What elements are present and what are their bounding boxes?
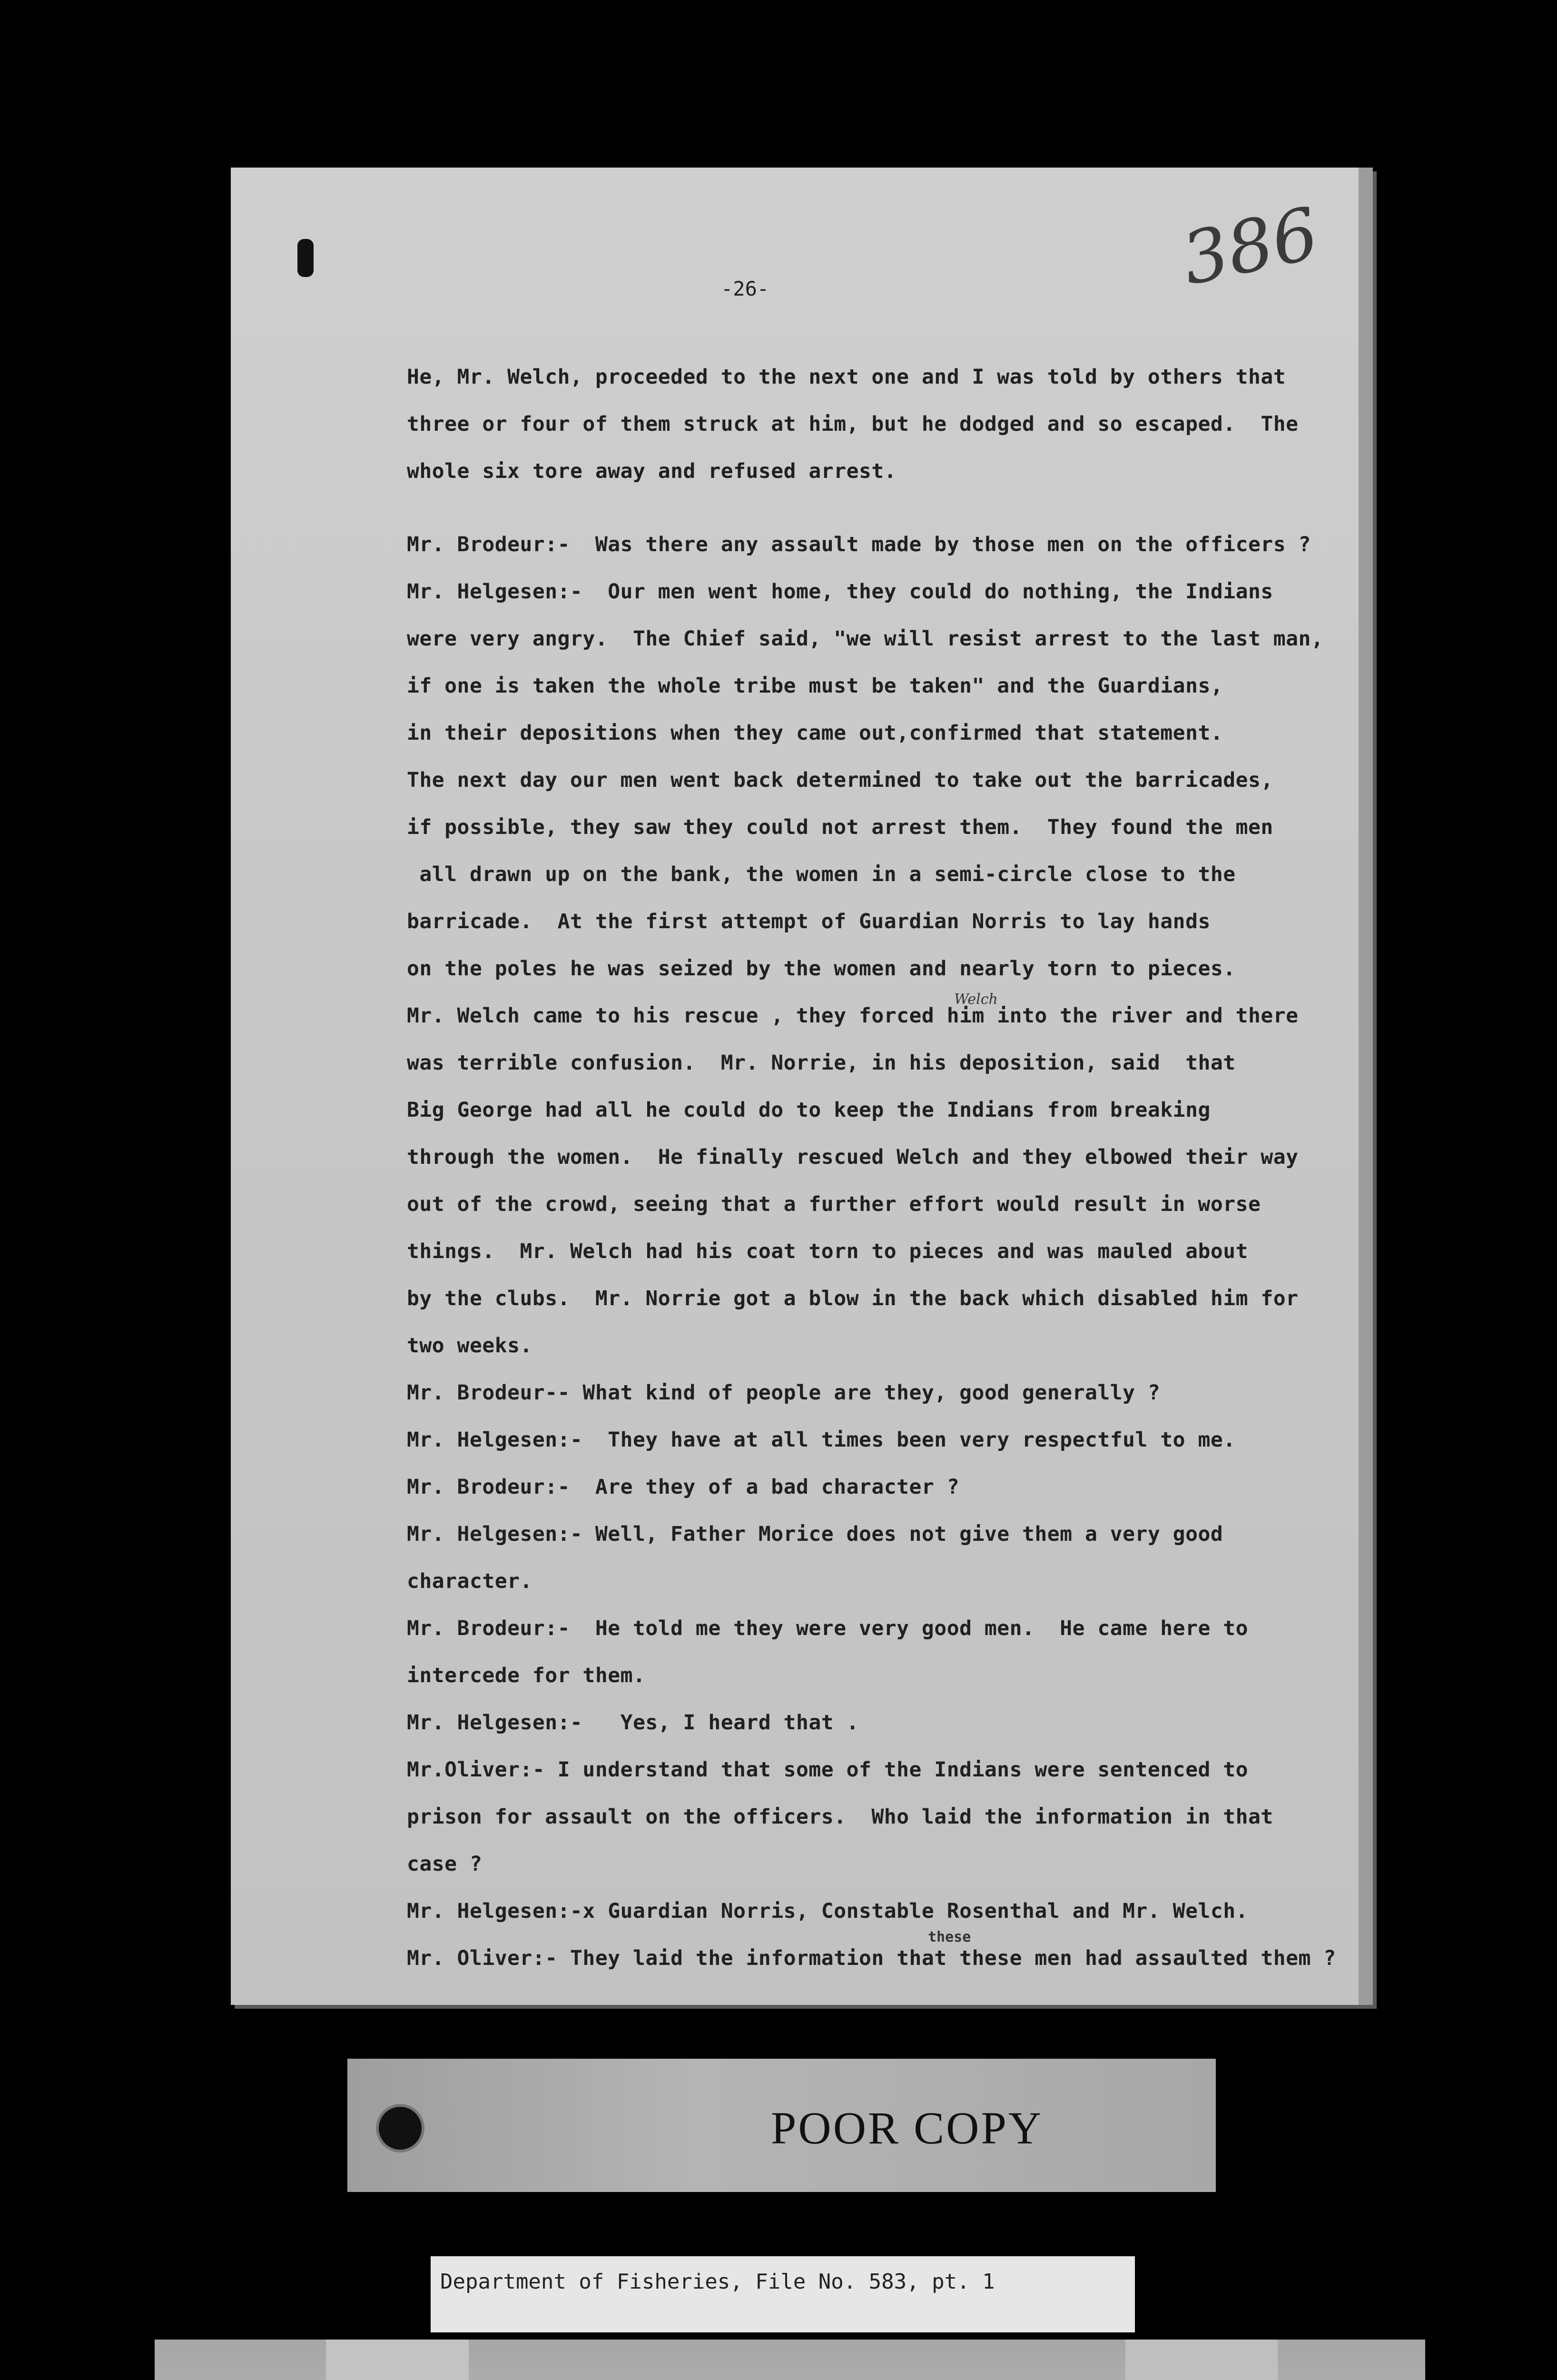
text-line: out of the crowd, seeing that a further effort would result in worse (407, 1192, 1261, 1216)
file-reference-slip (431, 2256, 1135, 2332)
text-line: intercede for them. (407, 1664, 646, 1687)
file-reference: Department of Fisheries, File No. 583, pt. 1 (440, 2270, 995, 2294)
text-line: if possible, they saw they could not arrest them. They found the men (407, 815, 1273, 839)
text-line: things. Mr. Welch had his coat torn to pieces and was mauled about (407, 1240, 1249, 1263)
text-line: Mr. Helgesen:- Our men went home, they could do nothing, the Indians (407, 580, 1273, 604)
text-line: were very angry. The Chief said, "we will resist arrest to the last man, (407, 627, 1324, 651)
document-page (231, 168, 1373, 2005)
punch-hole (297, 239, 314, 277)
handwritten-insert: Welch (954, 991, 998, 1008)
text-line: Mr. Oliver:- They laid the information that these men had assaulted them ? (407, 1946, 1336, 1970)
text-line: whole six tore away and refused arrest. (407, 459, 897, 483)
paragraph-gap (407, 506, 1335, 533)
text-line: barricade. At the first attempt of Guardian Norris to lay hands (407, 910, 1211, 933)
text-line: on the poles he was seized by the women and nearly torn to pieces. (407, 957, 1236, 981)
text-line: Mr. Brodeur:- He told me they were very good men. He came here to (407, 1616, 1249, 1640)
archives-stamp (155, 2340, 1425, 2380)
punch-hole (376, 2104, 424, 2152)
text-line: in their depositions when they came out,confirmed that statement. (407, 721, 1223, 745)
text-line: Mr. Helgesen:- They have at all times been very respectful to me. (407, 1428, 1236, 1452)
text-line: Mr. Brodeur:- Was there any assault made by those men on the officers ? (407, 533, 1311, 556)
text-line: character. (407, 1569, 532, 1593)
text-line: Mr. Brodeur:- Are they of a bad character ? (407, 1475, 960, 1499)
text-line: through the women. He finally rescued Welch and they elbowed their way (407, 1145, 1299, 1169)
text-line: Mr. Helgesen:-x Guardian Norris, Constable Rosenthal and Mr. Welch. (407, 1899, 1249, 1923)
text-line: Big George had all he could do to keep the Indians from breaking (407, 1098, 1211, 1122)
tape-strip (1125, 2340, 1278, 2380)
text-line: Mr.Oliver:- I understand that some of the Indians were sentenced to (407, 1758, 1249, 1782)
text-line: Mr. Helgesen:- Well, Father Morice does not give them a very good (407, 1522, 1223, 1546)
text-line: case ? (407, 1852, 483, 1876)
page-number: -26- (721, 277, 769, 300)
text-line: all drawn up on the bank, the women in a semi-circle close to the (407, 863, 1236, 886)
text-line: by the clubs. Mr. Norrie got a blow in the back which disabled him for (407, 1287, 1299, 1310)
poor-copy-slip (347, 2059, 1216, 2192)
tape-strip (326, 2340, 469, 2380)
text-line: Mr. Brodeur-- What kind of people are they, good generally ? (407, 1381, 1161, 1405)
text-line: Mr. Helgesen:- Yes, I heard that . (407, 1711, 859, 1735)
text-line: if one is taken the whole tribe must be taken" and the Guardians, (407, 674, 1223, 698)
text-line: Mr. Welch came to his rescue , they forced him into the river and there (407, 1004, 1299, 1028)
typed-insert: these (928, 1929, 971, 1945)
transcript-body (407, 365, 1335, 1993)
poor-copy-label: POOR COPY (771, 2102, 1044, 2153)
text-line: He, Mr. Welch, proceeded to the next one and I was told by others that (407, 365, 1286, 389)
text-line: The next day our men went back determined to take out the barricades, (407, 768, 1273, 792)
text-line: two weeks. (407, 1334, 532, 1358)
text-line: was terrible confusion. Mr. Norrie, in his deposition, said that (407, 1051, 1236, 1075)
text-line: three or four of them struck at him, but he dodged and so escaped. The (407, 412, 1299, 436)
folio-number: 386 (1175, 192, 1326, 302)
text-line: prison for assault on the officers. Who laid the information in that (407, 1805, 1273, 1829)
